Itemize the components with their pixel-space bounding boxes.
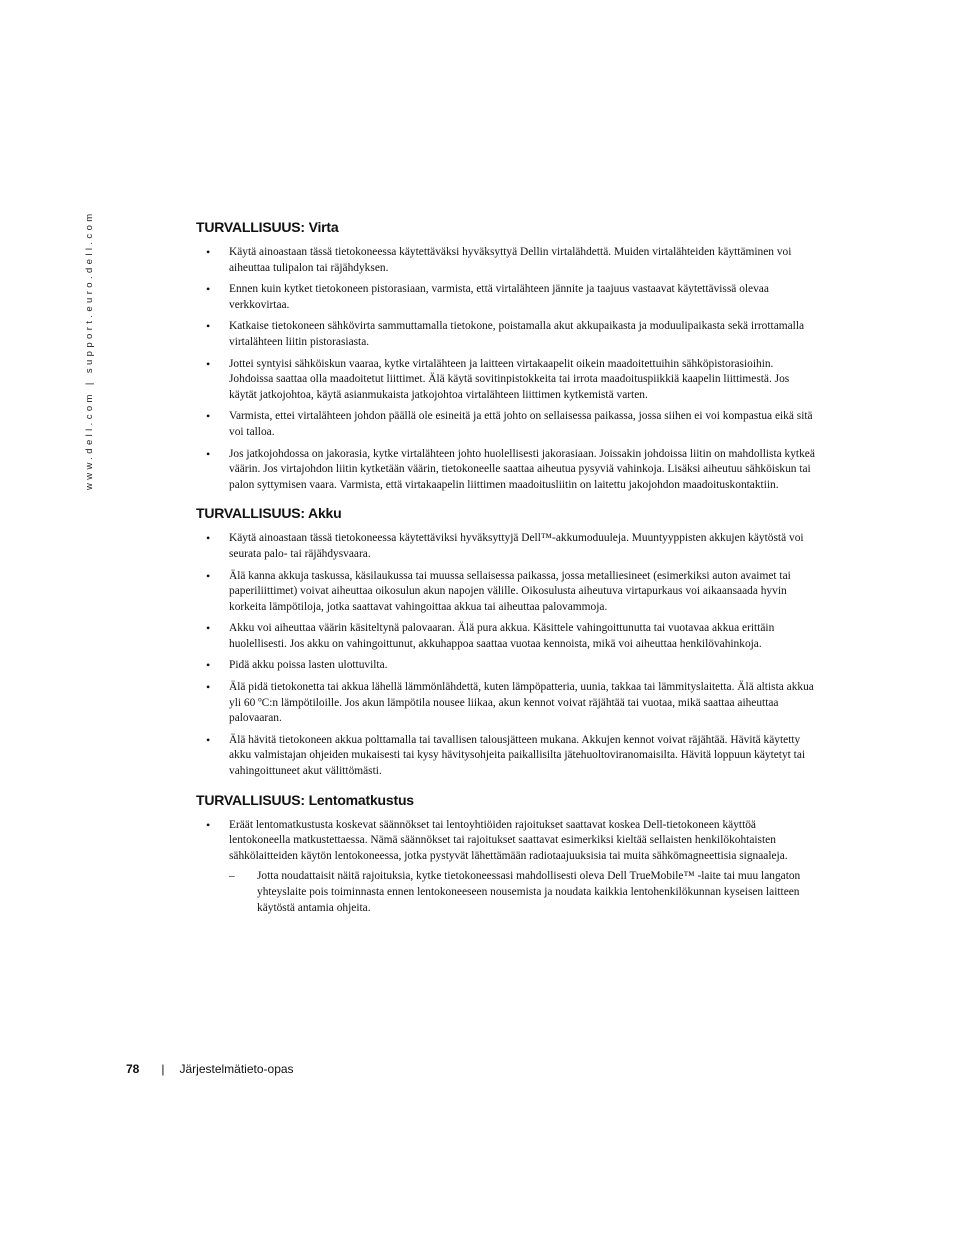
bullet-item: • Älä kanna akkuja taskussa, käsilaukussa tai muussa sellaisessa paikassa, jossa metalliesineet (esimerkiksi auton avaimet tai paperiliittimet) voivat aiheuttaa oikosulun akun napojen välille. Oikosulusta aiheutuva virtapurkaus voi aikaansaada hyvin korkeita lämpötiloja, jotka saattavat vahingoittaa akkua tai aiheuttaa palovammoja. [196, 569, 816, 616]
bullet-item-text: Eräät lentomatkustusta koskevat säännökset tai lentoyhtiöiden rajoitukset saattavat koskea Dell-tietokoneen käyttöä lentokoneella matkustettaessa. Nämä säännökset tai rajoitukset saattavat esimerkiksi kieltää sellaisten henkilökohtaisten sähkölaitteiden käytön lentokoneessa, jotka pystyvät lähettämään radiotaajuuksisia tai muita sähkömagneettisia signaaleja. [229, 818, 788, 862]
page-footer [126, 1062, 294, 1076]
sub-item: – Jotta noudattaisit näitä rajoituksia, kytke tietokoneessasi mahdollisesti oleva Dell TrueMobile™ -laite tai muu langaton yhteyslaite pois toiminnasta ennen lentokoneeseen nousemista ja noudata kaikkia lentohenkilökunnan kyseisen laitteen käytöstä antamia ohjeita. [229, 869, 816, 916]
section-heading: TURVALLISUUS: Lentomatkustus [196, 791, 414, 808]
page-content [196, 219, 816, 928]
bullet-item: • Ennen kuin kytket tietokoneen pistorasiaan, varmista, että virtalähteen jännite ja taajuus vastaavat käytettävissä olevaa verkkovirtaa. [196, 282, 816, 313]
bullet-item: • Pidä akku poissa lasten ulottuvilta. [196, 658, 816, 674]
sub-list [229, 869, 816, 916]
bullet-item [196, 818, 816, 917]
bullet-item: • Varmista, ettei virtalähteen johdon päällä ole esineitä ja että johto on sellaisessa paikassa, jossa siihen ei voi kompastua eikä sitä voi talloa. [196, 409, 816, 440]
book-title: Järjestelmätieto-opas [179, 1062, 294, 1076]
bullet-item: • Älä hävitä tietokoneen akkua polttamalla tai tavallisen talousjätteen mukana. Akkujen kennot voivat räjähtää. Hävitä käytetty akku valmistajan ohjeiden mukaisesti tai kysy hävitysohjeita paikallisilta jätehuoltoviranomaisilta. Hävitä loppuun käytetyt tai vahingoittuneet akut välittömästi. [196, 733, 816, 780]
side-url-text: www.dell.com | support.euro.dell.com [84, 210, 95, 490]
section-heading: TURVALLISUUS: Virta [196, 219, 339, 235]
bullet-list [196, 818, 816, 917]
section-battery [196, 505, 816, 779]
page-number: 78 [126, 1062, 140, 1076]
section-air-travel [196, 792, 816, 917]
bullet-item: • Katkaise tietokoneen sähkövirta sammuttamalla tietokone, poistamalla akut akkupaikasta ja moduulipaikasta sekä irrottamalla virtalähteen liitin pistorasiasta. [196, 319, 816, 350]
bullet-item: • Jos jatkojohdossa on jakorasia, kytke virtalähteen johto huolellisesti jakorasiaan. Joissakin johdoissa liitin on mahdollista kytkeä väärin. Jos virtajohdon liitin kytketään väärin, tietokoneelle saattaa aiheutua pysyviä vahinkoja. Lisäksi aiheutuu sähköiskun tai palon syttymisen vaara. Varmista, että virtakaapelin liittimen maadoitusliitin on laitettu jakojohdon maadoituskontaktiin. [196, 447, 816, 494]
section-power [196, 219, 816, 493]
bullet-item: • Käytä ainoastaan tässä tietokoneessa käytettäviksi hyväksyttyjä Dell™-akkumoduuleja. Muuntyyppisten akkujen käytöstä voi seurata palo- tai räjähdysvaara. [196, 531, 816, 562]
bullet-item: • Käytä ainoastaan tässä tietokoneessa käytettäväksi hyväksyttyä Dellin virtalähdettä. Muiden virtalähteiden käyttäminen voi aiheuttaa tulipalon tai räjähdyksen. [196, 245, 816, 276]
bullet-list [196, 245, 816, 493]
bullet-item: • Jottei syntyisi sähköiskun vaaraa, kytke virtalähteen ja laitteen virtakaapelit oikein maadoitettuihin sähköpistorasioihin. Johdoissa saattaa olla maadoitetut liittimet. Älä käytä sovitinpistokkeita tai irrota maadoituspiikkiä kaapelin liittimestä. Jos käytät jatkojohtoa, käytä asianmukaista jatkojohtoa virtalähteen liittimen kytkemistä varten. [196, 357, 816, 404]
bullet-item: • Akku voi aiheuttaa väärin käsiteltynä palovaaran. Älä pura akkua. Käsittele vahingoittunutta tai vuotavaa akkua erittäin huolellisesti. Jos akku on vahingoittunut, akkuhappoa saattaa vuotaa kennoista, mikä voi aiheuttaa henkilövahinkoja. [196, 621, 816, 652]
section-heading: TURVALLISUUS: Akku [196, 505, 342, 522]
footer-separator: | [161, 1062, 165, 1076]
bullet-item: • Älä pidä tietokonetta tai akkua lähellä lämmönlähdettä, kuten lämpöpatteria, uunia, takkaa tai lämmityslaitetta. Älä altista akkua yli 60 ºC:n lämpötiloille. Jos akun lämpötila nousee liikaa, akun kennot voivat räjähtää tai vuotaa, mikä saattaa aiheuttaa palovaaran. [196, 680, 816, 727]
bullet-list [196, 531, 816, 779]
